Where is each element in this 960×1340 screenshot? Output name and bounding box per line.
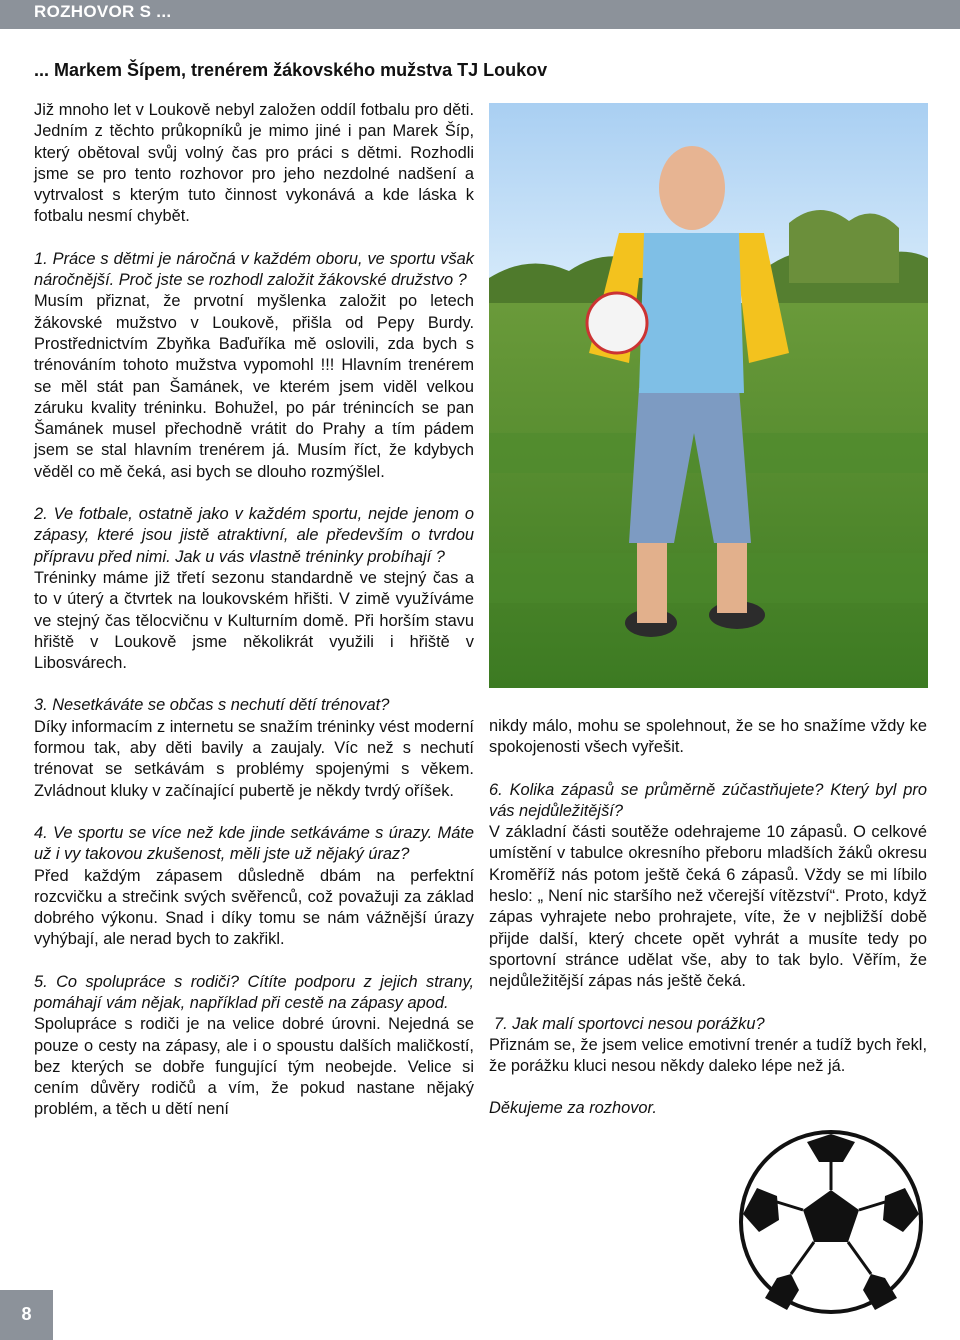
page-number-box — [0, 1290, 53, 1340]
question-4: 4. Ve sportu se více než kde jinde setkáváme s úrazy. Máte už i vy takovou zkušenost, měli jste už nějaký úraz? — [34, 823, 474, 864]
answer-5: Spolupráce s rodiči je na velice dobré úrovni. Nejedná se pouze o cesty na zápasy, ale i o spoustu dalších maličkostí, bez kterých se dobře fungující tým neobejde. Velice si cením důvěry rodičů a vím, že pokud nastane nějaký problém, a těch u dětí není — [34, 1015, 474, 1119]
right-column — [489, 716, 927, 1120]
coach-photo-icon — [489, 103, 928, 688]
soccer-ball-icon — [737, 1128, 925, 1316]
article-headline: ... Markem Šípem, trenérem žákovského mužstva TJ Loukov — [34, 60, 548, 80]
section-header-bar — [0, 0, 960, 29]
answer-6: V základní části soutěže odehrajeme 10 zápasů. O celkové umístění v tabulce okresního přeboru mladších žáků okresu Kroměříž nás potom ještě čeká 6 zápasů. Vždy se mi líbilo heslo: „ Není nic staršího než včerejší vítězství“. Proto, když zápas vyhrajete nebo prohrajete, víte, že v nejbližší době přijde další, který chcete opět vyhrát a musíte tedy po sportovní stránce udělat vše, aby to tak bylo. Věřím, že nejdůležitější zápas nás ještě čeká. — [489, 823, 927, 991]
question-1: 1. Práce s dětmi je náročná v každém oboru, ve sportu však náročnější. Proč jste se rozhodl založit žákovské družstvo ? — [34, 249, 474, 290]
answer-1: Musím přiznat, že prvotní myšlenka založit po letech žákovské mužstvo v Loukově, přišla od Pepy Burdy. Prostřednictvím Zbyňka Baďuříka mě oslovili, zda bych s trénováním tohoto mužstva vypomohl !!! Hlavním trenérem se měl stát pan Šamánek, ve kterém jsem viděl velkou záruku kvality tréninku. Bohužel, po pár trénincích se pan Šamánek musel přechodně vrátit do Prahy a tím pádem jsem se stal hlavním trenérem já. Musím říct, že kdybych věděl co mě čeká, asi bych se dlouho rozmýšlel. — [34, 292, 474, 481]
section-label: ROZHOVOR S ... — [34, 2, 172, 21]
left-column — [34, 100, 474, 1121]
page-number: 8 — [21, 1304, 32, 1324]
question-3: 3. Nesetkáváte se občas s nechutí dětí trénovat? — [34, 696, 390, 715]
intro-paragraph: Již mnoho let v Loukově nebyl založen oddíl fotbalu pro děti. Jedním z těchto průkopníků je mimo jiné i pan Marek Šíp, který obětoval svůj volný čas pro práci s dětmi. Rozhodli jsme se pro tento rozhovor pro jeho nezdolné nadšení a vytrvalost s kterým tuto činnost vykonává a kde láska k fotbalu nesmí chybět. — [34, 101, 474, 226]
question-6: 6. Kolika zápasů se průměrně zúčastňujete? Který byl pro vás nejdůležitější? — [489, 780, 927, 820]
answer-3: Díky informacím z internetu se snažím tréninky vést moderní formou tak, aby děti bavily a zaujaly. Víc než s nechutí trénovat se setkávám s problémy spojenými s věkem. Zvládnout kluky v začínající pubertě je někdy tvrdý oříšek. — [34, 717, 474, 800]
coach-photo — [489, 103, 928, 688]
question-5: 5. Co spolupráce s rodiči? Cítíte podporu z jejich strany, pomáhají vám nějak, například při cestě na zápasy apod. — [34, 972, 474, 1012]
question-7: 7. Jak malí sportovci nesou porážku? — [494, 1014, 765, 1033]
answer-2: Tréninky máme již třetí sezonu standardně ve stejný čas a to v úterý a čtvrtek na loukovském hřišti. V zimě využíváme ve stejný čas tělocvičnu v Kulturním domě. Při horším stavu hřiště v Loukově jsme několikrát využili i hřiště v Libosvárech. — [34, 568, 474, 673]
continuation-paragraph: nikdy málo, mohu se spolehnout, že se ho snažíme vždy ke spokojenosti všech vyřešit. — [489, 717, 927, 757]
answer-4: Před každým zápasem důsledně dbám na perfektní rozcvičku a strečink svých svěřenců, což považuji za základ dobrého výkonu. Snad i díky tomu se nám vážnější úrazy vyhýbají, ale nerad bych to zakřikl. — [34, 866, 474, 949]
question-2: 2. Ve fotbale, ostatně jako v každém sportu, nejde jenom o zápasy, které jsou jistě atraktivní, ale především o tvrdou přípravu před nimi. Jak u vás vlastně tréninky probíhají ? — [34, 505, 474, 566]
answer-7: Přiznám se, že jsem velice emotivní trenér a tudíž bych řekl, že porážku kluci nesou někdy daleko lépe než já. — [489, 1035, 927, 1076]
closing-line: Děkujeme za rozhovor. — [489, 1099, 657, 1118]
soccer-ball-decoration — [737, 1128, 925, 1316]
